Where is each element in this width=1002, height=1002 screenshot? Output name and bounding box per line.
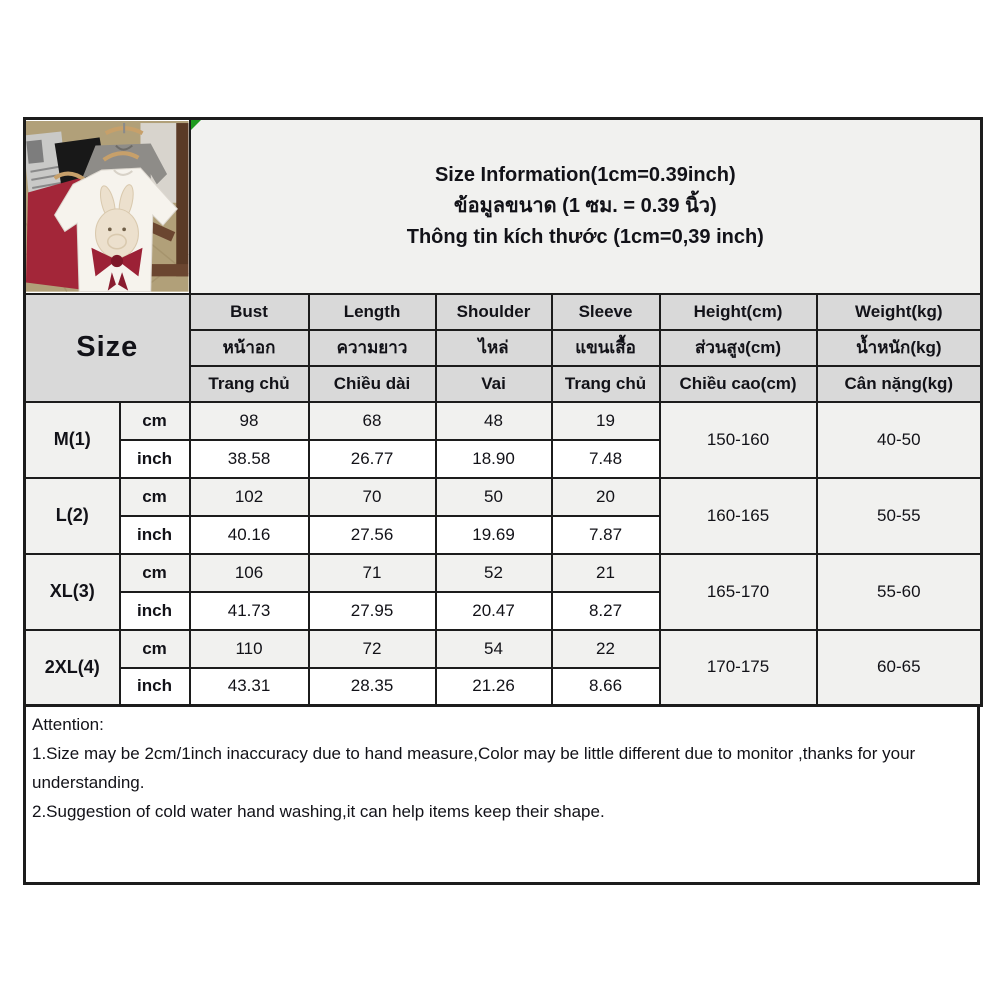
header-weight-en: Weight(kg) [817,294,982,330]
cell-2xl4-cm-sleeve: 22 [552,630,660,668]
cell-l2-inch-sleeve: 7.87 [552,516,660,554]
title-th: ข้อมูลขนาด (1 ซม. = 0.39 นิ้ว) [453,194,717,217]
attention-line-2: 2.Suggestion of cold water hand washing,it can help items keep their shape. [32,802,605,821]
cell-xl3-cm-shoulder: 52 [436,554,552,592]
size-chart-sheet [23,117,980,885]
cell-m1-cm-shoulder: 48 [436,402,552,440]
header-shoulder-en: Shoulder [436,294,552,330]
header-length-vi: Chiều dài [309,366,436,402]
header-bust-en: Bust [190,294,309,330]
unit-label: cm [120,478,190,516]
row-2xl4-cm [25,630,982,668]
cell-2xl4-inch-bust: 43.31 [190,668,309,706]
row-m1-cm [25,402,982,440]
attention-line-1: 1.Size may be 2cm/1inch inaccuracy due to hand measure,Color may be little different due to monitor ,thanks for your understanding. [32,744,916,792]
cell-xl3-inch-bust: 41.73 [190,592,309,630]
cell-l2-inch-shoulder: 19.69 [436,516,552,554]
cell-m1-cm-sleeve: 19 [552,402,660,440]
size-label-l2: L(2) [25,478,120,554]
header-sleeve-vi: Trang chủ [552,366,660,402]
header-bust-th: หน้าอก [190,330,309,366]
cell-m1-inch-sleeve: 7.48 [552,440,660,478]
cell-m1-inch-bust: 38.58 [190,440,309,478]
cell-2xl4-inch-sleeve: 8.66 [552,668,660,706]
header-length-en: Length [309,294,436,330]
title-vi: Thông tin kích thước (1cm=0,39 inch) [406,225,764,248]
unit-label: inch [120,592,190,630]
product-photo-cell [25,119,190,294]
header-sleeve-en: Sleeve [552,294,660,330]
top-row [25,119,982,294]
header-row-en [25,294,982,330]
cell-l2-height: 160-165 [660,478,817,554]
cell-2xl4-cm-bust: 110 [190,630,309,668]
cell-xl3-cm-bust: 106 [190,554,309,592]
cell-2xl4-height: 170-175 [660,630,817,706]
cell-m1-cm-bust: 98 [190,402,309,440]
cell-2xl4-cm-length: 72 [309,630,436,668]
header-sleeve-th: แขนเสื้อ [552,330,660,366]
unit-label: cm [120,554,190,592]
header-height-th: ส่วนสูง(cm) [660,330,817,366]
header-shoulder-th: ไหล่ [436,330,552,366]
unit-label: cm [120,402,190,440]
cell-l2-weight: 50-55 [817,478,982,554]
row-l2-cm [25,478,982,516]
size-label-m1: M(1) [25,402,120,478]
title-en: Size Information(1cm=0.39inch) [434,163,736,186]
cell-xl3-cm-sleeve: 21 [552,554,660,592]
cell-l2-inch-bust: 40.16 [190,516,309,554]
header-shoulder-vi: Vai [436,366,552,402]
attention-note [23,707,980,885]
title-cell [190,119,982,294]
size-corner-label: Size [25,294,190,402]
unit-label: inch [120,440,190,478]
cell-m1-inch-length: 26.77 [309,440,436,478]
unit-label: inch [120,516,190,554]
cell-m1-weight: 40-50 [817,402,982,478]
row-xl3-cm [25,554,982,592]
cell-l2-inch-length: 27.56 [309,516,436,554]
unit-label: inch [120,668,190,706]
header-weight-th: น้ำหนัก(kg) [817,330,982,366]
cell-2xl4-inch-shoulder: 21.26 [436,668,552,706]
cell-xl3-weight: 55-60 [817,554,982,630]
header-height-en: Height(cm) [660,294,817,330]
green-corner-marker-icon [191,120,201,130]
attention-heading: Attention: [32,715,104,734]
header-bust-vi: Trang chủ [190,366,309,402]
cell-m1-cm-length: 68 [309,402,436,440]
product-photo [26,121,189,292]
cell-xl3-inch-length: 27.95 [309,592,436,630]
header-height-vi: Chiều cao(cm) [660,366,817,402]
header-weight-vi: Cân nặng(kg) [817,366,982,402]
cell-xl3-inch-sleeve: 8.27 [552,592,660,630]
size-table [23,117,983,707]
size-label-2xl4: 2XL(4) [25,630,120,706]
size-label-xl3: XL(3) [25,554,120,630]
cell-l2-cm-bust: 102 [190,478,309,516]
cell-m1-height: 150-160 [660,402,817,478]
header-length-th: ความยาว [309,330,436,366]
cell-l2-cm-shoulder: 50 [436,478,552,516]
cell-l2-cm-sleeve: 20 [552,478,660,516]
cell-xl3-height: 165-170 [660,554,817,630]
cell-2xl4-weight: 60-65 [817,630,982,706]
cell-l2-cm-length: 70 [309,478,436,516]
unit-label: cm [120,630,190,668]
cell-xl3-inch-shoulder: 20.47 [436,592,552,630]
cell-m1-inch-shoulder: 18.90 [436,440,552,478]
cell-2xl4-cm-shoulder: 54 [436,630,552,668]
cell-2xl4-inch-length: 28.35 [309,668,436,706]
cell-xl3-cm-length: 71 [309,554,436,592]
